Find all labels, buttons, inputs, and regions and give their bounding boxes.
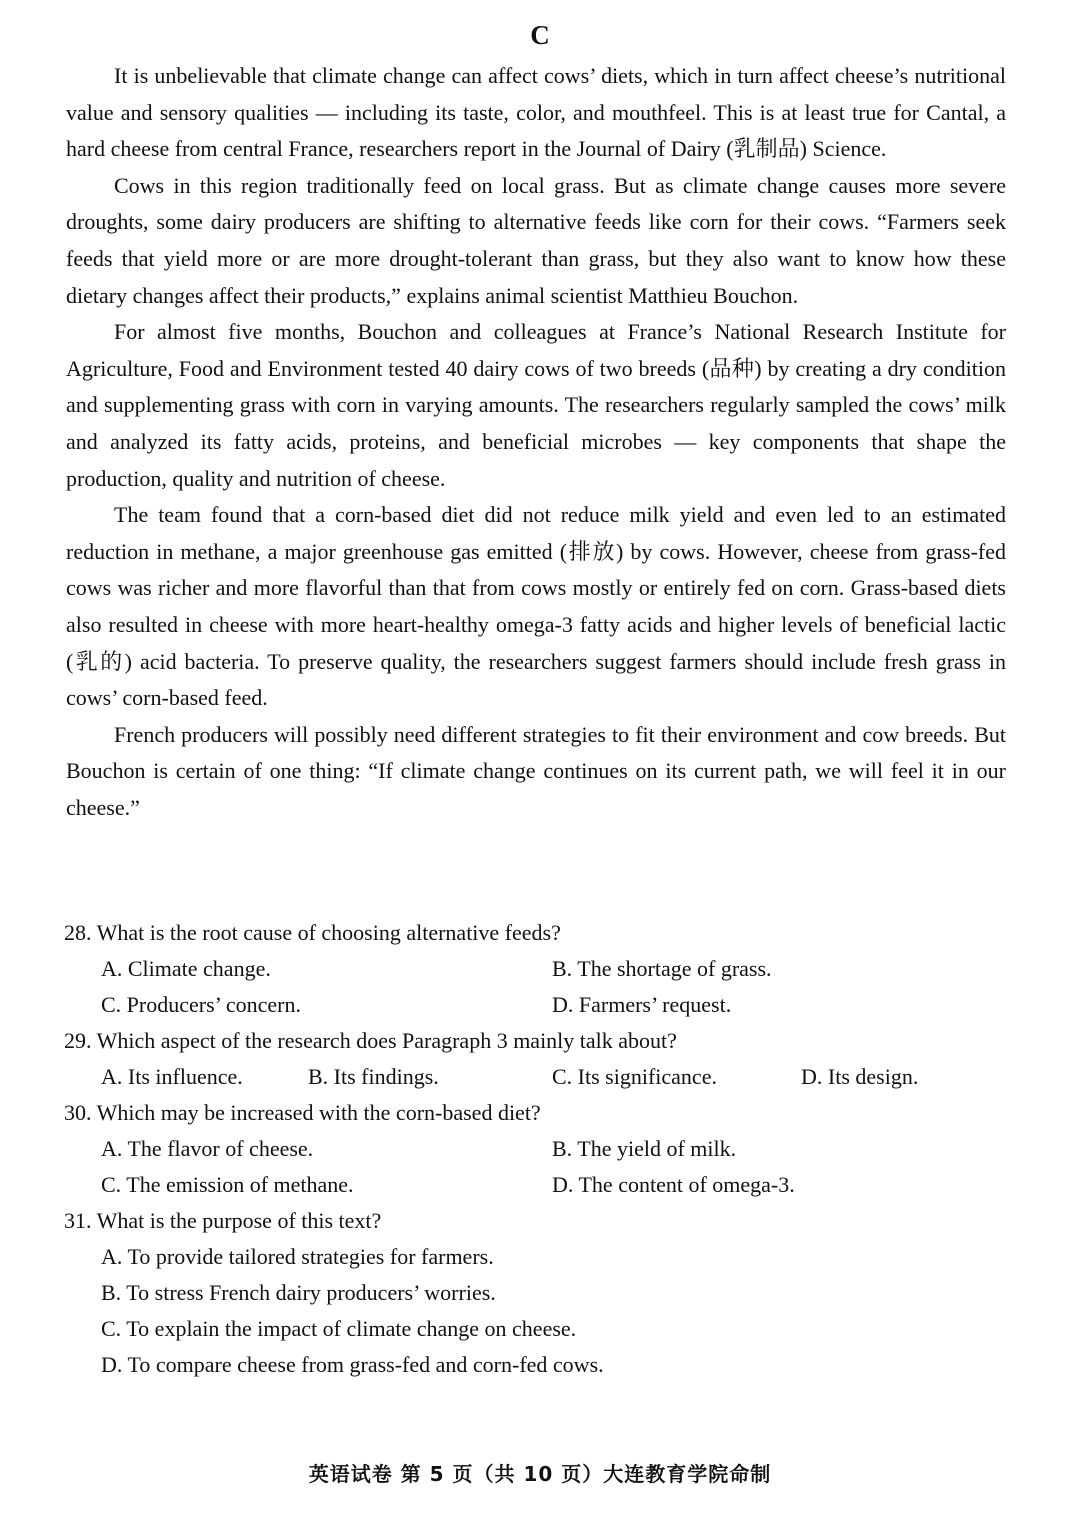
option-c: C. To explain the impact of climate change on cheese. bbox=[101, 1316, 577, 1341]
option-c: C. Producers’ concern. bbox=[101, 992, 301, 1017]
question-stem: 29. Which aspect of the research does Paragraph 3 mainly talk about? bbox=[64, 1028, 677, 1053]
question-29 bbox=[64, 1023, 1014, 1095]
option-a: A. Its influence. bbox=[101, 1064, 243, 1089]
section-letter: C bbox=[530, 20, 550, 50]
question-stem: 28. What is the root cause of choosing alternative feeds? bbox=[64, 920, 561, 945]
option-d: D. Farmers’ request. bbox=[552, 992, 732, 1017]
question-stem: 30. Which may be increased with the corn-based diet? bbox=[64, 1100, 541, 1125]
option-c: C. The emission of methane. bbox=[101, 1172, 354, 1197]
question-list bbox=[64, 915, 1014, 1383]
passage-paragraph-5: French producers will possibly need different strategies to fit their environment and cow breeds. But Bouchon is certain of one thing: “If climate change continues on its current path, we will feel it in our cheese.” bbox=[66, 721, 1006, 820]
option-row bbox=[64, 951, 1014, 987]
question-31 bbox=[64, 1203, 1014, 1383]
question-28 bbox=[64, 915, 1014, 1023]
option-b: B. The yield of milk. bbox=[552, 1136, 737, 1161]
option-d: D. To compare cheese from grass-fed and corn-fed cows. bbox=[101, 1352, 604, 1377]
option-b: B. The shortage of grass. bbox=[552, 956, 772, 981]
page-footer: 英语试卷 第 5 页（共 10 页）大连教育学院命制 bbox=[308, 1462, 772, 1486]
option-b: B. Its findings. bbox=[308, 1064, 439, 1089]
question-stem: 31. What is the purpose of this text? bbox=[64, 1208, 382, 1233]
option-d: D. Its design. bbox=[801, 1064, 919, 1089]
passage-paragraph-1: It is unbelievable that climate change can affect cows’ diets, which in turn affect cheese’s nutritional value and sensory qualities — including its taste, color, and mouthfeel. This is at least true for Cantal, a hard cheese from central France, researchers report in the Journal of Dairy (乳制品) Science. bbox=[66, 63, 1006, 162]
option-d: D. The content of omega-3. bbox=[552, 1172, 795, 1197]
option-row bbox=[64, 987, 1014, 1023]
reading-passage bbox=[66, 58, 1006, 826]
passage-paragraph-2: Cows in this region traditionally feed on local grass. But as climate change causes more severe droughts, some dairy producers are shifting to alternative feeds like corn for their cows. “Farmers seek feeds that yield more or are more drought-tolerant than grass, but they also want to know how these dietary changes affect their products,” explains animal scientist Matthieu Bouchon. bbox=[66, 172, 1006, 308]
option-row bbox=[64, 1131, 1014, 1167]
question-30 bbox=[64, 1095, 1014, 1203]
option-c: C. Its significance. bbox=[552, 1064, 717, 1089]
option-a: A. Climate change. bbox=[101, 956, 271, 981]
passage-paragraph-3: For almost five months, Bouchon and colleagues at France’s National Research Institute for Agriculture, Food and Environment tested 40 dairy cows of two breeds (品种) by creating a dry condition and supplementing grass with corn in varying amounts. The researchers regularly sampled the cows’ milk and analyzed its fatty acids, proteins, and beneficial microbes — key components that shape the production, quality and nutrition of cheese. bbox=[66, 319, 1006, 491]
option-b: B. To stress French dairy producers’ worries. bbox=[101, 1280, 496, 1305]
option-a: A. The flavor of cheese. bbox=[101, 1136, 314, 1161]
option-row bbox=[64, 1167, 1014, 1203]
passage-paragraph-4: The team found that a corn-based diet did not reduce milk yield and even led to an estimated reduction in methane, a major greenhouse gas emitted (排放) by cows. However, cheese from grass-fed cows was richer and more flavorful than that from cows mostly or entirely fed on corn. Grass-based diets also resulted in cheese with more heart-healthy omega-3 fatty acids and higher levels of beneficial lactic (乳的) acid bacteria. To preserve quality, the researchers suggest farmers should include fresh grass in cows’ corn-based feed. bbox=[66, 502, 1006, 711]
option-a: A. To provide tailored strategies for farmers. bbox=[101, 1244, 494, 1269]
option-row bbox=[64, 1059, 1014, 1095]
